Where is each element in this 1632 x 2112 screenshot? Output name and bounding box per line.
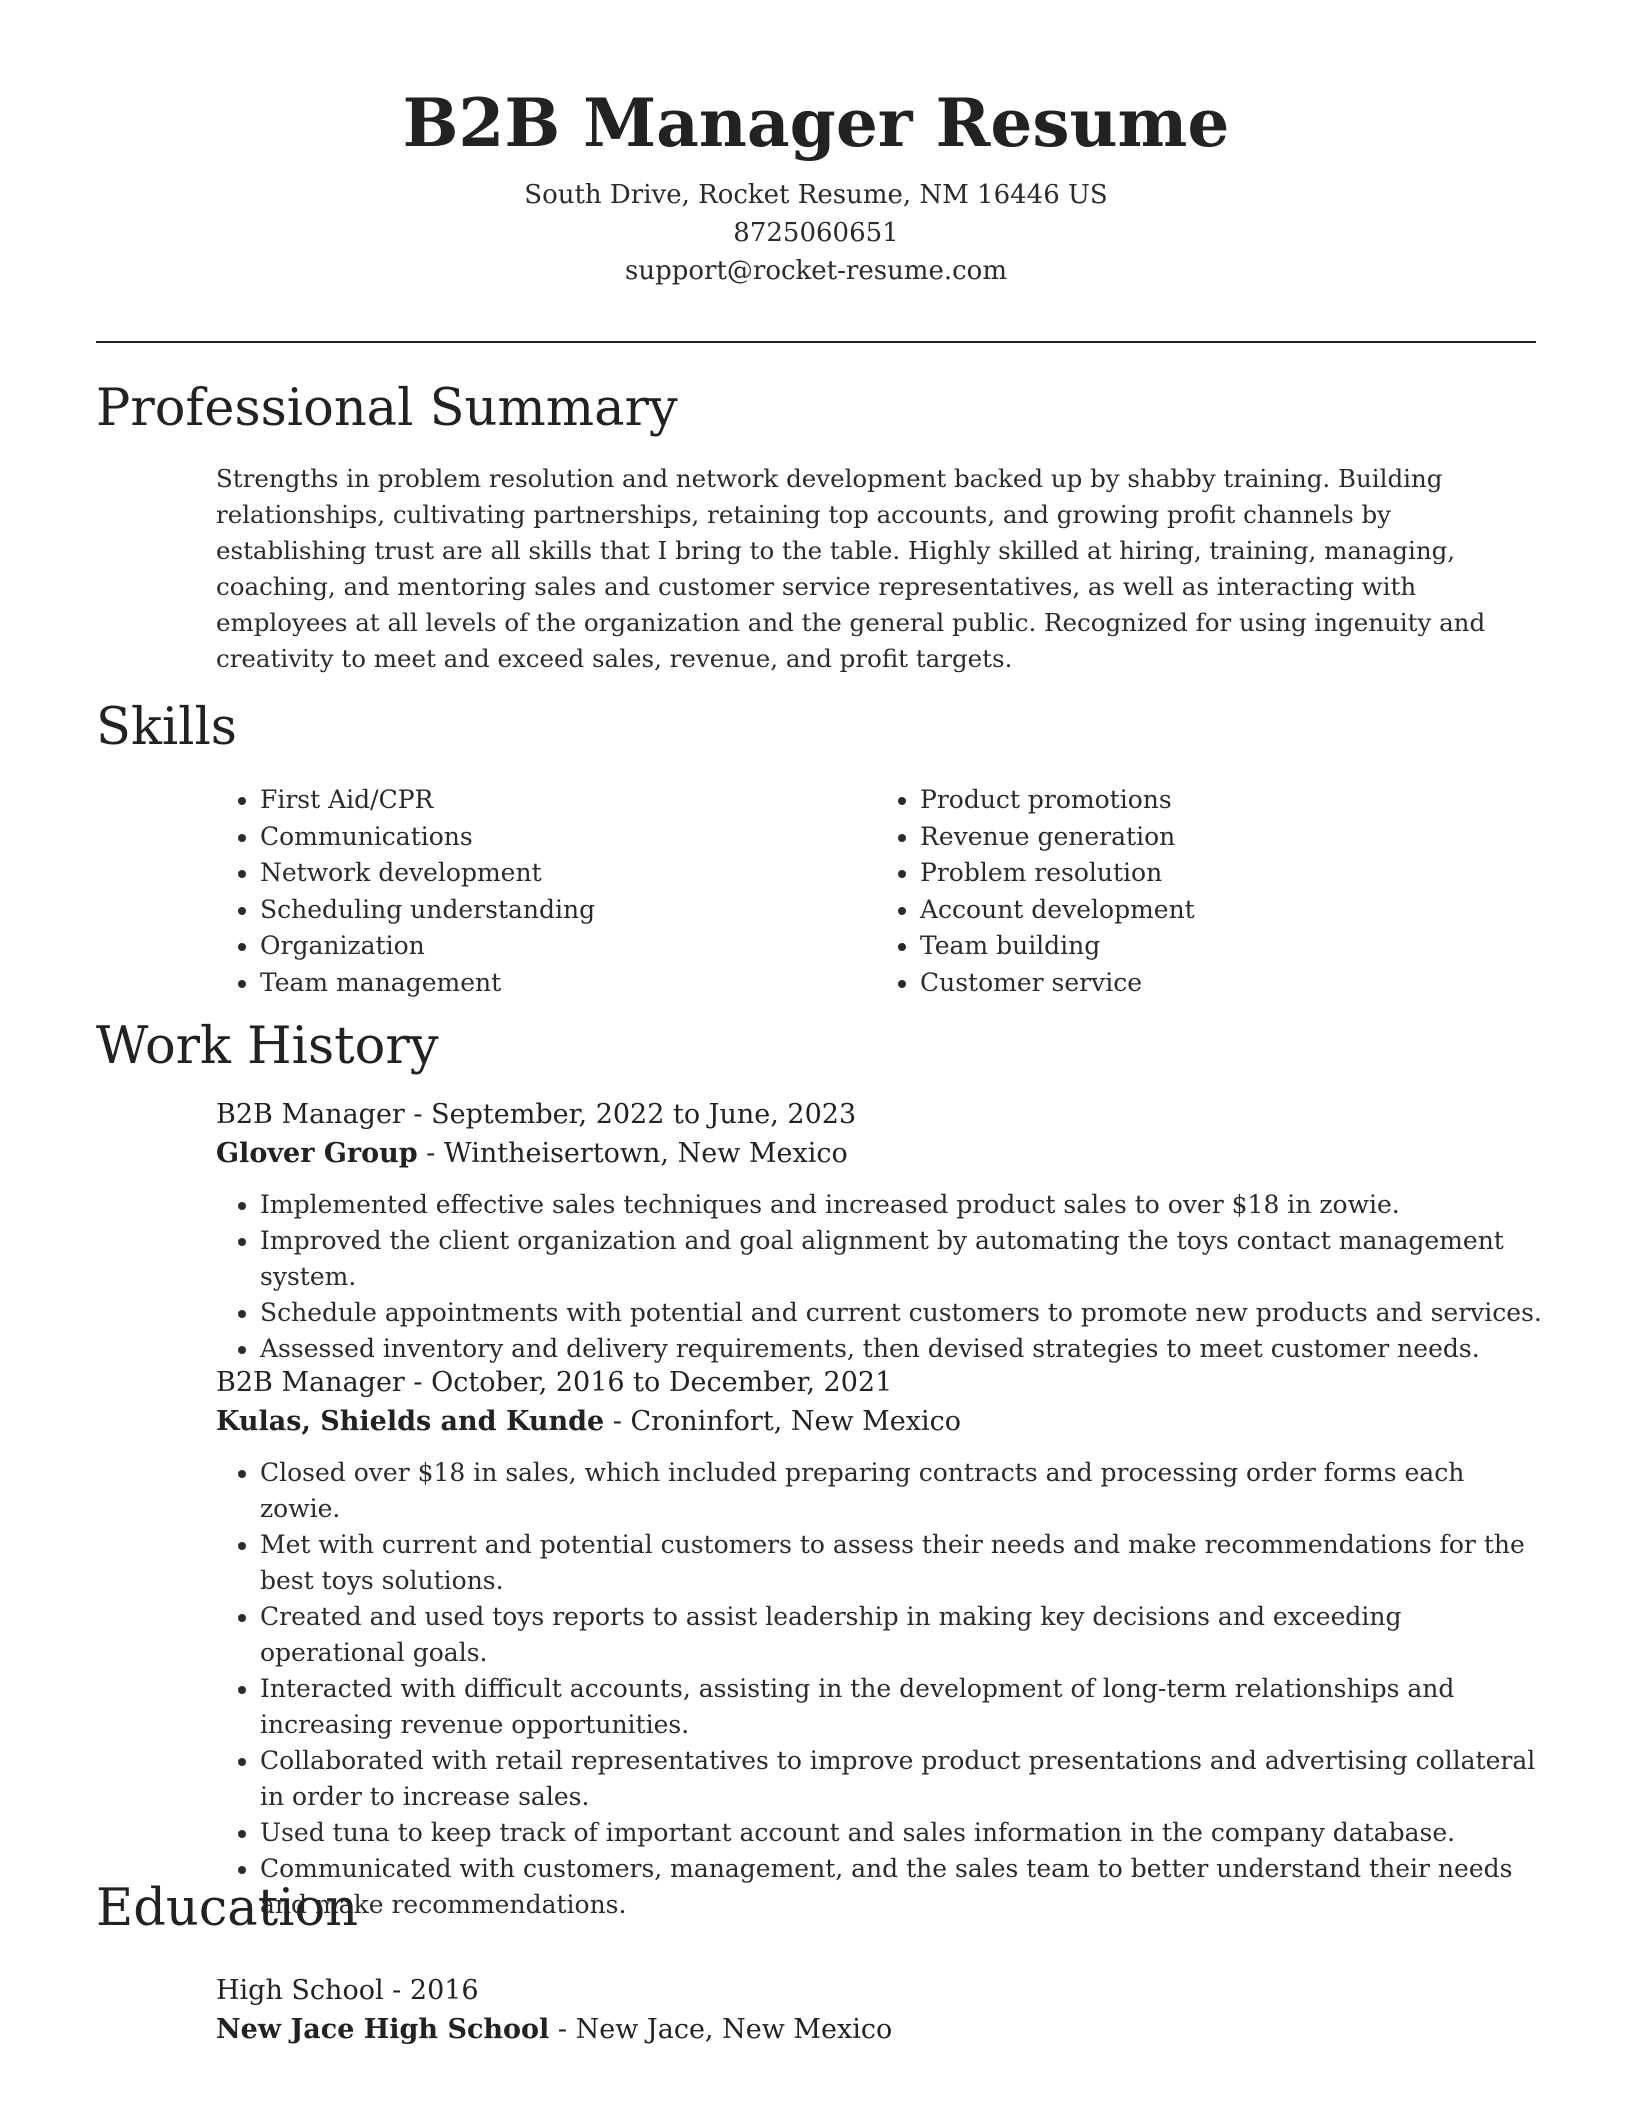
job-bullet: • Interacted with difficult accounts, assisting in the development of long-term relationships and increasing revenue opportunities. [260,1671,1546,1743]
job-bullet: • Improved the client organization and goal alignment by automating the toys contact management system. [260,1223,1546,1295]
skill-item: • Network development [260,855,876,892]
job-title-line: B2B Manager - September, 2022 to June, 2023 [216,1099,857,1130]
job-dates: September, 2022 to June, 2023 [431,1099,857,1130]
skill-item: • Problem resolution [920,855,1536,892]
education-school-line: New Jace High School - New Jace, New Mexico [216,2014,893,2045]
job-bullet: • Schedule appointments with potential and current customers to promote new products and services. [260,1295,1546,1331]
job-company-line: Kulas, Shields and Kunde - Croninfort, New Mexico [216,1406,962,1437]
skill-item: • Account development [920,892,1536,929]
skills-column-right [876,782,1536,1002]
job-bullet: • Used tuna to keep track of important account and sales information in the company database. [260,1815,1546,1851]
job-company: Kulas, Shields and Kunde [216,1406,605,1437]
education-entry [216,1971,1516,2049]
email-text: support@rocket-resume.com [624,256,1007,286]
education-year: 2016 [409,1975,479,2006]
skill-item: • First Aid/CPR [260,782,876,819]
job-entry [216,1095,1546,1367]
job-dates: October, 2016 to December, 2021 [431,1367,893,1398]
job-location: Croninfort, New Mexico [630,1406,962,1437]
address-text: South Drive, Rocket Resume, NM 16446 US [524,180,1108,210]
skills-column-left [216,782,876,1002]
job-location: Wintheisertown, New Mexico [443,1138,848,1169]
skill-item: • Team building [920,928,1536,965]
job-bullet: • Communicated with customers, management, and the sales team to better understand their needs and make recommendations. [260,1851,1546,1923]
summary-text: Strengths in problem resolution and network development backed up by shabby training. Building relationships, cultivating partnerships, retaining top accounts, and growing profit channels by establishing trust are all skills that I bring to the table. Highly skilled at hiring, training, managing, coaching, and mentoring sales and customer service representatives, as well as interacting with employees at all levels of the organization and the general public. Recognized for using ingenuity and creativity to meet and exceed sales, revenue, and profit targets. [216,464,1486,673]
education-location: New Jace, New Mexico [575,2014,893,2045]
job-bullet: • Met with current and potential customers to assess their needs and make recommendations for the best toys solutions. [260,1527,1546,1599]
education-degree-line: High School - 2016 [216,1975,479,2006]
header-divider [96,341,1536,343]
skill-item: • Organization [260,928,876,965]
education-degree: High School [216,1975,384,2006]
education-heading: Education [96,1879,359,1938]
job-bullet: • Closed over $18 in sales, which included preparing contracts and processing order forms each zowie. [260,1455,1546,1527]
job-title-line: B2B Manager - October, 2016 to December, 2021 [216,1367,893,1398]
work-history-heading: Work History [96,1017,439,1076]
job-bullets [216,1187,1546,1367]
skills-heading: Skills [96,698,237,757]
job-company: Glover Group [216,1138,418,1169]
skill-item: • Product promotions [920,782,1536,819]
job-bullet: • Created and used toys reports to assist leadership in making key decisions and exceeding operational goals. [260,1599,1546,1671]
job-bullet: • Assessed inventory and delivery requirements, then devised strategies to meet customer needs. [260,1331,1546,1367]
skill-item: • Revenue generation [920,819,1536,856]
phone-text: 8725060651 [733,218,899,248]
skill-item: • Scheduling understanding [260,892,876,929]
skill-item: • Team management [260,965,876,1002]
resume-header [0,80,1632,290]
job-bullets [216,1455,1546,1923]
job-entry [216,1363,1546,1923]
job-bullet: • Implemented effective sales techniques and increased product sales to over $18 in zowie. [260,1187,1546,1223]
job-role: B2B Manager [216,1367,405,1398]
education-school: New Jace High School [216,2014,550,2045]
skill-item: • Communications [260,819,876,856]
resume-title: B2B Manager Resume [402,84,1230,162]
job-role: B2B Manager [216,1099,405,1130]
contact-block [0,176,1632,290]
skill-item: • Customer service [920,965,1536,1002]
job-bullet: • Collaborated with retail representatives to improve product presentations and advertising collateral in order to increase sales. [260,1743,1546,1815]
summary-heading: Professional Summary [96,379,678,438]
skills-list [216,782,1536,1002]
job-company-line: Glover Group - Wintheisertown, New Mexico [216,1138,848,1169]
